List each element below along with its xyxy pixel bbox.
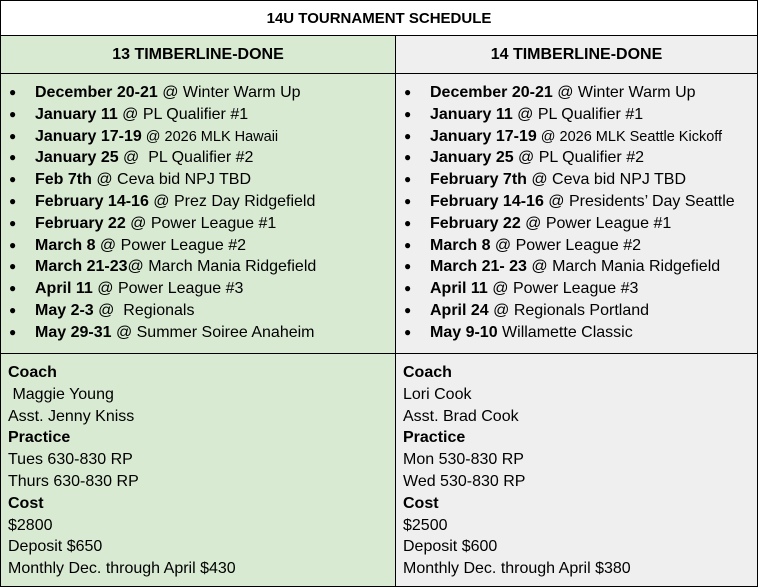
event-item [1, 147, 395, 169]
event-date: January 17-19 [430, 127, 537, 145]
event-date: March 8 [35, 236, 96, 254]
event-name: @ March Mania Ridgefield [127, 258, 317, 276]
deposit-amount: Deposit $650 [8, 538, 103, 556]
practice-time: Mon 530-830 RP [403, 451, 524, 469]
event-date: January 25 [430, 149, 514, 167]
event-name: @ PL Qualifier #2 [118, 149, 254, 167]
bullet-icon: ● [9, 281, 17, 296]
event-item [1, 256, 395, 278]
bullet-icon: ● [9, 150, 17, 165]
bullet-icon: ● [9, 106, 17, 121]
bullet-icon: ● [9, 172, 17, 187]
event-name: @ Power League #1 [520, 214, 672, 232]
event-item [396, 300, 757, 322]
event-date: January 11 [430, 105, 513, 123]
event-item [1, 82, 395, 104]
event-date: April 11 [35, 280, 93, 298]
event-date: January 25 [35, 149, 119, 167]
deposit-amount: Deposit $600 [403, 538, 498, 556]
event-item [396, 235, 757, 257]
event-date: February 14-16 [35, 192, 149, 210]
team-a-header: 13 TIMBERLINE-DONE [0, 35, 396, 74]
assistant-coach: Asst. Jenny Kniss [8, 407, 135, 425]
bullet-icon: ● [9, 128, 17, 143]
event-date: May 9-10 [430, 323, 498, 341]
monthly-amount: Monthly Dec. through April $380 [403, 560, 631, 578]
team-b-header: 14 TIMBERLINE-DONE [395, 35, 758, 74]
team-a-events [0, 73, 396, 354]
practice-label: Practice [8, 429, 71, 447]
assistant-coach: Asst. Brad Cook [403, 407, 519, 425]
event-date: February 7th [430, 171, 527, 189]
event-date: April 11 [430, 280, 488, 298]
event-date: December 20-21 [430, 84, 553, 101]
practice-label: Practice [403, 429, 466, 447]
event-name: @ Winter Warm Up [552, 84, 696, 101]
bullet-icon: ● [9, 215, 17, 230]
event-date: March 21-23 [35, 258, 128, 276]
event-name: @ Winter Warm Up [157, 84, 301, 101]
event-name: @ PL Qualifier #2 [513, 149, 644, 167]
monthly-amount: Monthly Dec. through April $430 [8, 560, 236, 578]
event-item [1, 213, 395, 235]
bullet-icon: ● [9, 237, 17, 252]
bullet-icon: ● [404, 237, 412, 252]
event-date: Feb 7th [35, 171, 92, 189]
event-item [396, 256, 757, 278]
event-date: March 8 [430, 236, 491, 254]
coach-name: Lori Cook [403, 385, 472, 403]
event-name: @ Ceva bid NPJ TBD [91, 171, 251, 189]
bullet-icon: ● [9, 302, 17, 317]
team-b-info [395, 353, 758, 587]
cost-amount: $2500 [403, 516, 448, 534]
team-a-info [0, 353, 396, 587]
event-item [396, 126, 757, 148]
bullet-icon: ● [404, 128, 412, 143]
bullet-icon: ● [404, 193, 412, 208]
event-date: February 14-16 [430, 192, 544, 210]
event-item [1, 169, 395, 191]
event-item [1, 191, 395, 213]
event-name: @ Power League #3 [487, 280, 639, 298]
event-name: @ March Mania Ridgefield [526, 258, 721, 276]
coach-label: Coach [403, 364, 452, 381]
event-item [396, 169, 757, 191]
event-name: @ Regionals Portland [488, 301, 650, 319]
event-name: @ Power League #1 [125, 214, 277, 232]
bullet-icon: ● [404, 281, 412, 296]
event-item [1, 126, 395, 148]
bullet-icon: ● [404, 172, 412, 187]
bullet-icon: ● [404, 259, 412, 274]
event-item [396, 213, 757, 235]
event-date: December 20-21 [35, 84, 158, 101]
event-item [1, 300, 395, 322]
event-item [396, 278, 757, 300]
practice-time: Tues 630-830 RP [8, 451, 133, 469]
team-b-event-list [396, 74, 757, 344]
event-name: @ 2026 MLK Seattle Kickoff [536, 128, 723, 145]
event-date: May 2-3 [35, 301, 94, 319]
event-name: @ Power League #3 [92, 280, 244, 298]
bullet-icon: ● [404, 150, 412, 165]
event-date: January 11 [35, 105, 118, 123]
cost-label: Cost [8, 494, 44, 512]
event-name: @ PL Qualifier #1 [117, 105, 249, 123]
event-item [396, 147, 757, 169]
event-date: February 22 [430, 214, 521, 232]
cost-amount: $2800 [8, 516, 53, 534]
event-name: @ Power League #2 [490, 236, 642, 254]
event-item [396, 191, 757, 213]
event-name: @ Summer Soiree Anaheim [111, 323, 315, 341]
bullet-icon: ● [9, 324, 17, 339]
event-name: @ Ceva bid NPJ TBD [526, 171, 687, 189]
bullet-icon: ● [9, 193, 17, 208]
bullet-icon: ● [404, 302, 412, 317]
cost-label: Cost [403, 494, 439, 512]
event-date: January 17-19 [35, 127, 142, 145]
event-name: @ Presidents’ Day Seattle [543, 192, 735, 210]
event-name: @ 2026 MLK Hawaii [141, 128, 279, 145]
coach-name: Maggie Young [8, 385, 114, 403]
team-b-events [395, 73, 758, 354]
event-name: @ Regionals [93, 301, 195, 319]
bullet-icon: ● [404, 85, 412, 99]
event-date: March 21- 23 [430, 258, 527, 276]
coach-label: Coach [8, 364, 57, 381]
event-name: @ Power League #2 [95, 236, 247, 254]
event-name: @ Prez Day Ridgefield [148, 192, 316, 210]
bullet-icon: ● [9, 259, 17, 274]
practice-time: Thurs 630-830 RP [8, 472, 139, 490]
bullet-icon: ● [404, 106, 412, 121]
bullet-icon: ● [404, 324, 412, 339]
event-item [1, 322, 395, 344]
bullet-icon: ● [404, 215, 412, 230]
practice-time: Wed 530-830 RP [403, 472, 526, 490]
event-name: Willamette Classic [497, 323, 633, 341]
event-date: February 22 [35, 214, 126, 232]
event-item [1, 104, 395, 126]
event-name: @ PL Qualifier #1 [512, 105, 644, 123]
event-date: May 29-31 [35, 323, 112, 341]
event-item [396, 82, 757, 104]
event-date: April 24 [430, 301, 489, 319]
event-item [396, 322, 757, 344]
event-item [1, 278, 395, 300]
event-item [396, 104, 757, 126]
team-a-event-list [1, 74, 395, 344]
event-item [1, 235, 395, 257]
bullet-icon: ● [9, 85, 17, 99]
table-title: 14U TOURNAMENT SCHEDULE [0, 0, 758, 36]
